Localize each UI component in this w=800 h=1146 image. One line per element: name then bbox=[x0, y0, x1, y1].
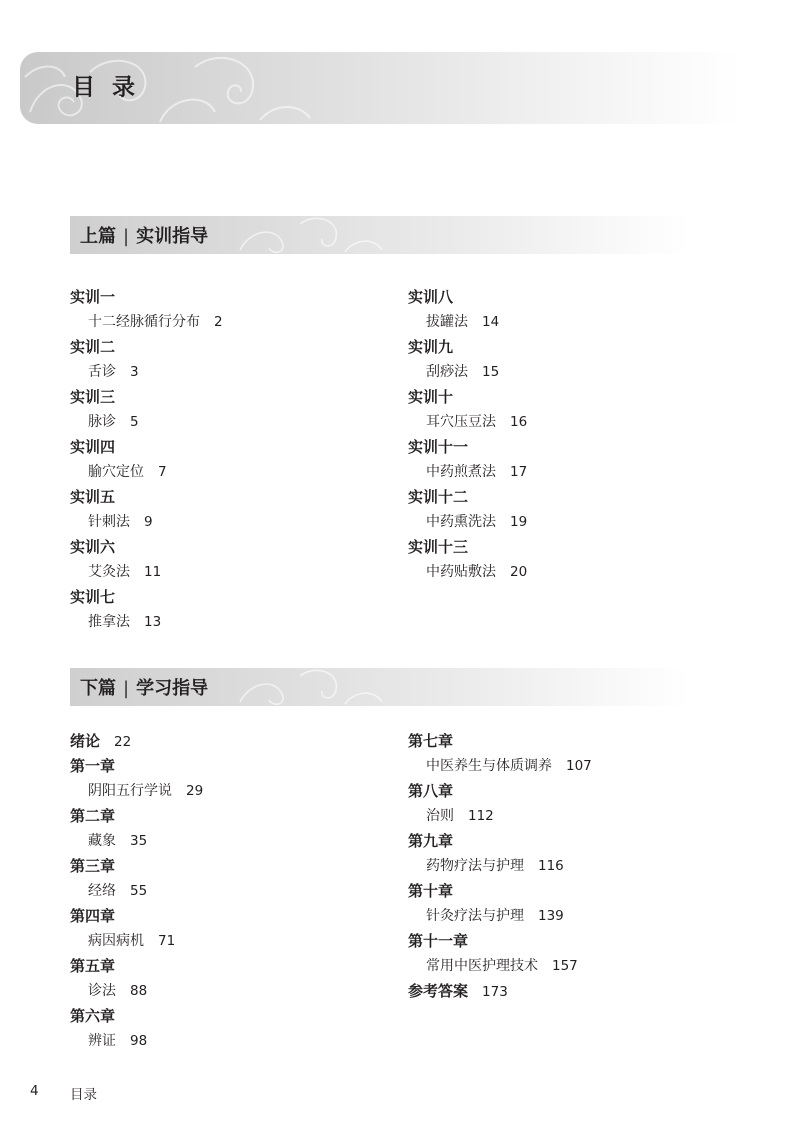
section-title bbox=[80, 222, 208, 248]
page-number: 19 bbox=[510, 514, 528, 530]
toc-entry-title: 中药贴敷法 bbox=[426, 564, 496, 580]
toc-entry-heading: 第四章 bbox=[70, 907, 116, 925]
toc-column-left bbox=[70, 285, 400, 635]
toc-entry-heading: 实训八 bbox=[408, 288, 454, 306]
toc-entry-title: 中医养生与体质调养 bbox=[426, 758, 552, 774]
page-number: 107 bbox=[566, 758, 592, 774]
page-number: 112 bbox=[468, 808, 494, 824]
toc-entry-line bbox=[70, 560, 400, 585]
toc-entry-line bbox=[70, 929, 400, 954]
toc-entry-title: 药物疗法与护理 bbox=[426, 858, 524, 874]
toc-entry[interactable] bbox=[408, 385, 738, 435]
toc-entry-line bbox=[408, 460, 738, 485]
page-number: 17 bbox=[510, 464, 528, 480]
page-number: 116 bbox=[538, 858, 564, 874]
toc-entry-line bbox=[408, 854, 738, 879]
page-number: 15 bbox=[482, 364, 500, 380]
toc-entry-heading: 实训二 bbox=[70, 338, 116, 356]
page-number: 29 bbox=[186, 783, 204, 799]
toc-entry-heading: 实训九 bbox=[408, 338, 454, 356]
page-number: 20 bbox=[510, 564, 528, 580]
toc-entry[interactable] bbox=[70, 285, 400, 335]
section-title bbox=[80, 674, 208, 700]
toc-entry-title: 诊法 bbox=[88, 983, 116, 999]
toc-entry-heading: 绪论 bbox=[70, 732, 101, 750]
toc-entry-line bbox=[408, 804, 738, 829]
toc-entry[interactable] bbox=[408, 979, 738, 1004]
toc-entry-heading: 第八章 bbox=[408, 782, 454, 800]
toc-entry[interactable] bbox=[408, 929, 738, 979]
toc-entry[interactable] bbox=[70, 804, 400, 854]
section-header-xiapian bbox=[70, 668, 690, 706]
page-number: 55 bbox=[130, 883, 148, 899]
toc-entry-line bbox=[408, 754, 738, 779]
page-number: 7 bbox=[158, 464, 167, 480]
toc-entry-heading: 第六章 bbox=[70, 1007, 116, 1025]
toc-entry-heading: 第十一章 bbox=[408, 932, 469, 950]
section-separator: | bbox=[123, 678, 130, 699]
toc-entry-title: 经络 bbox=[88, 883, 116, 899]
page-number: 3 bbox=[130, 364, 139, 380]
toc-entry-line bbox=[70, 779, 400, 804]
toc-entry[interactable] bbox=[70, 385, 400, 435]
toc-entry-line bbox=[70, 360, 400, 385]
toc-entry-title: 常用中医护理技术 bbox=[426, 958, 538, 974]
page-number: 157 bbox=[552, 958, 578, 974]
toc-column-left bbox=[70, 729, 400, 1054]
toc-entry-heading: 实训十二 bbox=[408, 488, 469, 506]
toc-entry[interactable] bbox=[408, 485, 738, 535]
toc-entry-heading: 实训十一 bbox=[408, 438, 469, 456]
footer-label: 目录 bbox=[70, 1087, 97, 1103]
toc-entry[interactable] bbox=[70, 435, 400, 485]
toc-entry-line bbox=[70, 510, 400, 535]
toc-entry[interactable] bbox=[408, 285, 738, 335]
section-header-shangpian bbox=[70, 216, 690, 254]
page-number: 2 bbox=[214, 314, 223, 330]
page-number: 35 bbox=[130, 833, 148, 849]
toc-entry-line bbox=[70, 1029, 400, 1054]
toc-entry-heading: 实训十 bbox=[408, 388, 454, 406]
toc-entry[interactable] bbox=[70, 335, 400, 385]
page-number: 16 bbox=[510, 414, 528, 430]
toc-entry-title: 舌诊 bbox=[88, 364, 116, 380]
page-title: 目录 bbox=[72, 74, 152, 101]
toc-entry-title: 中药煎煮法 bbox=[426, 464, 496, 480]
toc-entry-heading: 第九章 bbox=[408, 832, 454, 850]
section-separator: | bbox=[123, 226, 130, 247]
toc-entry-line bbox=[408, 360, 738, 385]
toc-entry-title: 艾灸法 bbox=[88, 564, 130, 580]
toc-entry-title: 腧穴定位 bbox=[88, 464, 144, 480]
toc-entry-heading: 实训四 bbox=[70, 438, 116, 456]
toc-entry-title: 辨证 bbox=[88, 1033, 116, 1049]
toc-entry-title: 十二经脉循行分布 bbox=[88, 314, 200, 330]
toc-entry[interactable] bbox=[70, 485, 400, 535]
toc-entry[interactable] bbox=[70, 585, 400, 635]
toc-entry[interactable] bbox=[408, 879, 738, 929]
toc-entry-line bbox=[70, 410, 400, 435]
toc-entry-heading: 第五章 bbox=[70, 957, 116, 975]
toc-entry-title: 针灸疗法与护理 bbox=[426, 908, 524, 924]
toc-entry[interactable] bbox=[408, 435, 738, 485]
toc-entry[interactable] bbox=[70, 854, 400, 904]
toc-entry-heading: 第七章 bbox=[408, 732, 454, 750]
footer-page-number: 4 bbox=[30, 1083, 39, 1099]
section-name: 学习指导 bbox=[136, 678, 209, 699]
toc-entry[interactable] bbox=[408, 779, 738, 829]
toc-entry-heading: 第一章 bbox=[70, 757, 116, 775]
toc-entry-line bbox=[70, 879, 400, 904]
toc-entry-title: 治则 bbox=[426, 808, 454, 824]
toc-entry-line bbox=[70, 829, 400, 854]
toc-entry-title: 耳穴压豆法 bbox=[426, 414, 496, 430]
toc-entry[interactable] bbox=[70, 1004, 400, 1054]
page-number: 22 bbox=[114, 734, 132, 750]
toc-entry[interactable] bbox=[70, 535, 400, 585]
toc-entry-heading-line bbox=[408, 979, 738, 1004]
toc-entry[interactable] bbox=[70, 754, 400, 804]
toc-entry-line bbox=[70, 979, 400, 1004]
page-number: 11 bbox=[144, 564, 162, 580]
toc-entry[interactable] bbox=[408, 535, 738, 585]
toc-entry-title: 拔罐法 bbox=[426, 314, 468, 330]
toc-entry-heading: 实训三 bbox=[70, 388, 116, 406]
toc-entry-line bbox=[70, 460, 400, 485]
toc-entry-line bbox=[70, 310, 400, 335]
toc-entry-heading-line bbox=[70, 729, 400, 754]
page-number: 139 bbox=[538, 908, 564, 924]
toc-entry-heading: 第二章 bbox=[70, 807, 116, 825]
toc-entry-title: 阴阳五行学说 bbox=[88, 783, 172, 799]
toc-entry-heading: 参考答案 bbox=[408, 982, 469, 1000]
toc-entry[interactable] bbox=[408, 335, 738, 385]
page-number: 88 bbox=[130, 983, 148, 999]
toc-entry-title: 病因病机 bbox=[88, 933, 144, 949]
toc-entry-line bbox=[408, 510, 738, 535]
toc-entry-heading: 实训一 bbox=[70, 288, 116, 306]
section-part-label: 上篇 bbox=[80, 226, 116, 247]
toc-column-right bbox=[408, 285, 738, 585]
toc-entry-title: 中药熏洗法 bbox=[426, 514, 496, 530]
toc-entry-line bbox=[70, 610, 400, 635]
page-number: 71 bbox=[158, 933, 176, 949]
toc-entry-heading: 实训六 bbox=[70, 538, 116, 556]
toc-entry-title: 推拿法 bbox=[88, 614, 130, 630]
page-number: 98 bbox=[130, 1033, 148, 1049]
toc-entry-line bbox=[408, 560, 738, 585]
toc-entry-heading: 实训十三 bbox=[408, 538, 469, 556]
page-number: 9 bbox=[144, 514, 153, 530]
toc-entry[interactable] bbox=[408, 829, 738, 879]
toc-entry-heading: 第三章 bbox=[70, 857, 116, 875]
toc-entry-title: 藏象 bbox=[88, 833, 116, 849]
page-number: 13 bbox=[144, 614, 162, 630]
page-number: 5 bbox=[130, 414, 139, 430]
toc-entry-title: 刮痧法 bbox=[426, 364, 468, 380]
toc-entry-heading: 第十章 bbox=[408, 882, 454, 900]
toc-entry-line bbox=[408, 904, 738, 929]
toc-entry-title: 脉诊 bbox=[88, 414, 116, 430]
section-name: 实训指导 bbox=[136, 226, 209, 247]
toc-entry-line bbox=[408, 410, 738, 435]
toc-entry-heading: 实训五 bbox=[70, 488, 116, 506]
toc-entry[interactable] bbox=[70, 904, 400, 954]
toc-entry-line bbox=[408, 954, 738, 979]
toc-entry[interactable] bbox=[70, 729, 400, 754]
toc-entry[interactable] bbox=[408, 729, 738, 779]
toc-entry-title: 针刺法 bbox=[88, 514, 130, 530]
toc-entry-line bbox=[408, 310, 738, 335]
page-number: 14 bbox=[482, 314, 500, 330]
toc-entry-heading: 实训七 bbox=[70, 588, 116, 606]
section-part-label: 下篇 bbox=[80, 678, 116, 699]
toc-column-right bbox=[408, 729, 738, 1004]
toc-entry[interactable] bbox=[70, 954, 400, 1004]
page-number: 173 bbox=[482, 984, 508, 1000]
